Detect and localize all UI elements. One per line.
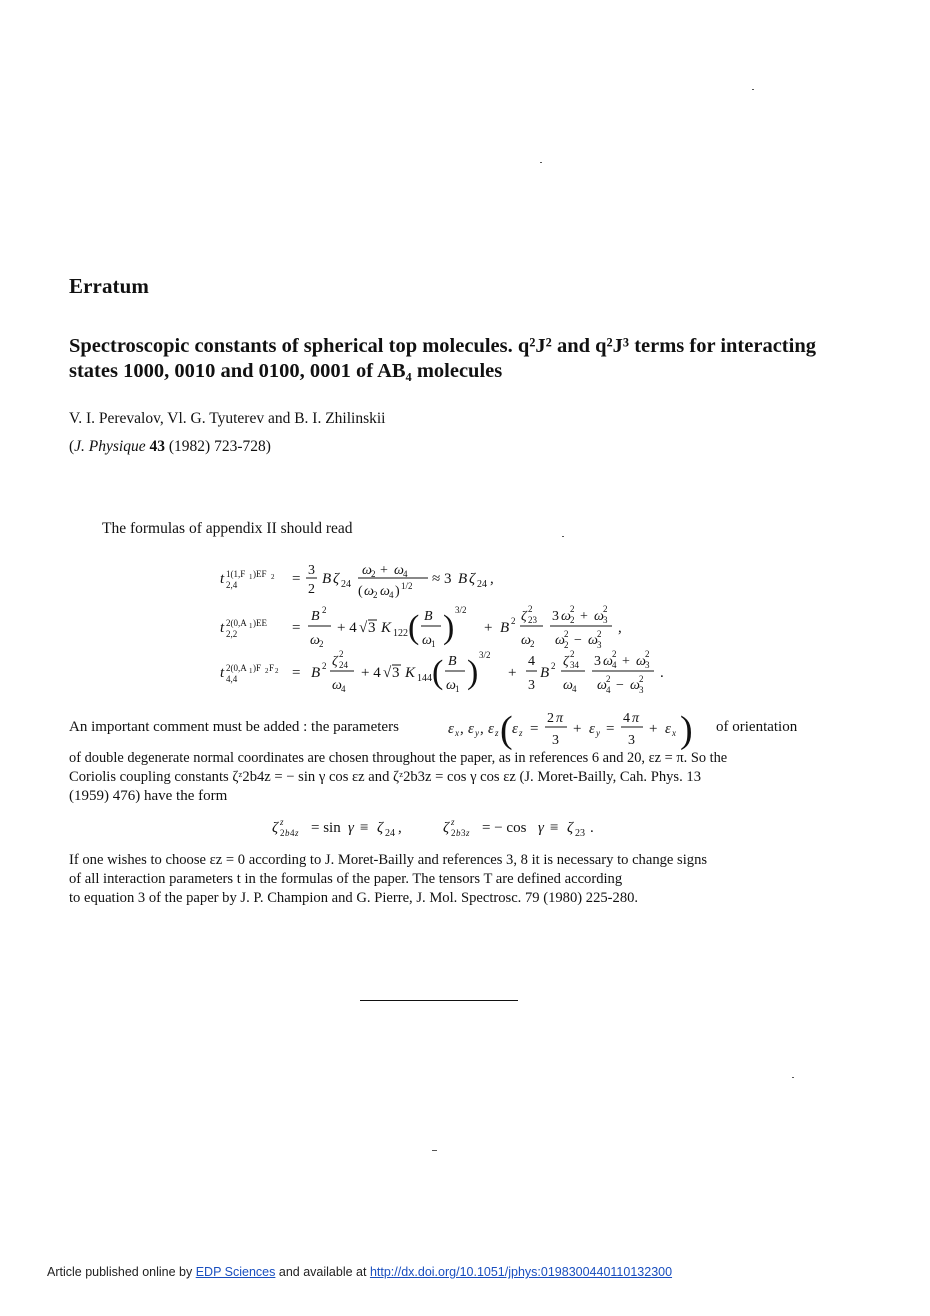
svg-text:ω: ω bbox=[394, 563, 404, 578]
svg-text:1(1,F: 1(1,F bbox=[226, 569, 246, 579]
svg-text:122: 122 bbox=[393, 628, 408, 639]
svg-text:4: 4 bbox=[290, 828, 295, 838]
svg-text:(: ( bbox=[500, 709, 513, 751]
svg-text:2: 2 bbox=[322, 661, 327, 671]
svg-text:2: 2 bbox=[570, 604, 575, 614]
svg-text:=: = bbox=[292, 571, 301, 587]
svg-text:+: + bbox=[573, 721, 582, 737]
svg-text:24: 24 bbox=[341, 579, 351, 590]
svg-text:= − cos: = − cos bbox=[482, 820, 527, 836]
svg-text:1: 1 bbox=[431, 639, 436, 649]
svg-text:4: 4 bbox=[606, 685, 611, 695]
svg-text:144: 144 bbox=[417, 673, 432, 684]
svg-text:)EE: )EE bbox=[253, 618, 267, 628]
svg-text:3: 3 bbox=[597, 640, 602, 650]
svg-text:ω: ω bbox=[364, 584, 374, 599]
svg-text:B: B bbox=[424, 609, 433, 624]
svg-text:ε: ε bbox=[512, 721, 518, 737]
svg-text:2: 2 bbox=[271, 573, 275, 581]
svg-text:z: z bbox=[451, 817, 455, 827]
svg-text:ε: ε bbox=[468, 721, 474, 737]
scan-speck bbox=[540, 162, 542, 163]
svg-text:ε: ε bbox=[488, 721, 494, 737]
svg-text:2: 2 bbox=[564, 629, 569, 639]
svg-text:z: z bbox=[519, 728, 523, 738]
svg-text:B: B bbox=[458, 571, 468, 587]
svg-text:3/2: 3/2 bbox=[479, 650, 491, 660]
scan-speck bbox=[752, 89, 754, 90]
svg-text:): ) bbox=[395, 584, 400, 599]
final-para-line2: of all interaction parameters t in the formulas of the paper. The tensors T are defined according bbox=[69, 871, 623, 887]
svg-text:3: 3 bbox=[639, 685, 644, 695]
svg-text:ω: ω bbox=[422, 633, 432, 648]
svg-text:1: 1 bbox=[249, 622, 253, 630]
svg-text:4: 4 bbox=[623, 711, 630, 726]
svg-text:√: √ bbox=[383, 665, 392, 681]
svg-text:F: F bbox=[269, 663, 275, 673]
svg-text:)EF: )EF bbox=[253, 569, 267, 579]
svg-text:,: , bbox=[460, 721, 464, 737]
equation-block bbox=[218, 560, 738, 700]
authors: V. I. Perevalov, Vl. G. Tyuterev and B. I. Zhilinskii bbox=[69, 410, 386, 427]
svg-text:ζ: ζ bbox=[377, 820, 384, 836]
scan-speck bbox=[792, 1077, 794, 1078]
svg-text:2: 2 bbox=[308, 582, 315, 597]
svg-text:2: 2 bbox=[371, 569, 376, 579]
scan-speck bbox=[562, 536, 564, 537]
svg-text:): ) bbox=[680, 709, 693, 751]
svg-text:+: + bbox=[649, 721, 658, 737]
svg-text:B: B bbox=[311, 609, 320, 624]
svg-text:3: 3 bbox=[594, 654, 601, 669]
svg-text:+ 4: + 4 bbox=[361, 665, 381, 681]
svg-text:3: 3 bbox=[528, 678, 535, 693]
svg-text:γ: γ bbox=[538, 820, 544, 836]
svg-text:3: 3 bbox=[552, 733, 559, 748]
intro-text: The formulas of appendix II should read bbox=[102, 520, 353, 537]
svg-text:2: 2 bbox=[322, 605, 327, 615]
publisher-link[interactable]: EDP Sciences bbox=[195, 1265, 276, 1279]
svg-text:4: 4 bbox=[528, 654, 535, 669]
svg-text:3: 3 bbox=[628, 733, 635, 748]
svg-text:ε: ε bbox=[665, 721, 671, 737]
svg-text:2: 2 bbox=[612, 649, 617, 659]
svg-text:2,2: 2,2 bbox=[226, 629, 238, 639]
svg-text:2: 2 bbox=[547, 711, 554, 726]
svg-text:ζ: ζ bbox=[469, 571, 476, 587]
scan-speck bbox=[432, 1150, 437, 1151]
comment-line1-start: An important comment must be added : the parameters bbox=[69, 719, 399, 735]
svg-text:2: 2 bbox=[645, 649, 650, 659]
svg-text:≈ 3: ≈ 3 bbox=[432, 571, 452, 587]
svg-text:K: K bbox=[405, 665, 416, 681]
equation-t44 bbox=[220, 649, 664, 695]
svg-text:2,4: 2,4 bbox=[226, 580, 238, 590]
svg-text:(: ( bbox=[432, 654, 444, 691]
svg-text:2: 2 bbox=[339, 649, 344, 659]
section-heading: Erratum bbox=[69, 274, 150, 298]
svg-text:ω: ω bbox=[588, 633, 598, 648]
footer-middle: and available at bbox=[278, 1265, 367, 1279]
svg-text:ζ: ζ bbox=[521, 609, 527, 624]
comment-line3: Coriolis coupling constants ζᶻ2b4z = − sin γ cos εz and ζᶻ2b3z = cos γ cos εz (J. Moret-Bailly, Cah. Phys. 13 bbox=[69, 769, 701, 785]
svg-text:2(0,A: 2(0,A bbox=[226, 663, 247, 673]
zeta-formula bbox=[270, 812, 630, 842]
svg-text:2: 2 bbox=[511, 616, 516, 626]
svg-text:b: b bbox=[456, 828, 461, 838]
svg-text:3: 3 bbox=[368, 620, 376, 636]
svg-text:2(0,A: 2(0,A bbox=[226, 618, 247, 628]
citation-volume: 43 bbox=[149, 438, 165, 455]
svg-text:√: √ bbox=[359, 620, 368, 636]
svg-text:t: t bbox=[220, 620, 225, 636]
svg-text:B: B bbox=[311, 665, 321, 681]
svg-text:24: 24 bbox=[385, 828, 395, 839]
svg-text:2: 2 bbox=[528, 604, 533, 614]
svg-text:x: x bbox=[455, 728, 459, 738]
svg-text:ω: ω bbox=[594, 609, 604, 624]
citation-journal: J. Physique bbox=[74, 438, 146, 455]
svg-text:3: 3 bbox=[552, 609, 559, 624]
svg-text:(: ( bbox=[408, 609, 420, 646]
final-para-line1: If one wishes to choose εz = 0 according to J. Moret-Bailly and references 3, 8 it is necessary to change signs bbox=[69, 852, 708, 868]
svg-text:): ) bbox=[467, 654, 479, 691]
svg-text:): ) bbox=[443, 609, 455, 646]
svg-text:3: 3 bbox=[392, 665, 400, 681]
svg-text:K: K bbox=[381, 620, 392, 636]
svg-text:ζ: ζ bbox=[272, 820, 279, 836]
svg-text:ζ: ζ bbox=[332, 654, 338, 669]
svg-text:t: t bbox=[220, 665, 225, 681]
svg-text:ζ: ζ bbox=[333, 571, 340, 587]
svg-text:z: z bbox=[280, 817, 284, 827]
separator-rule bbox=[360, 1000, 518, 1001]
svg-text:z: z bbox=[295, 828, 299, 838]
svg-text:4,4: 4,4 bbox=[226, 674, 238, 684]
svg-text:ζ: ζ bbox=[563, 654, 569, 669]
svg-text:24: 24 bbox=[339, 660, 348, 670]
svg-text:23: 23 bbox=[575, 828, 585, 839]
doi-link[interactable]: http://dx.doi.org/10.1051/jphys:0198300440110132300 bbox=[369, 1265, 673, 1279]
svg-text:2: 2 bbox=[570, 649, 575, 659]
svg-text:ε: ε bbox=[448, 721, 454, 737]
svg-text:≡: ≡ bbox=[550, 820, 559, 836]
svg-text:z: z bbox=[466, 828, 470, 838]
svg-text:1: 1 bbox=[455, 684, 460, 694]
svg-text:4: 4 bbox=[403, 569, 408, 579]
svg-text:2: 2 bbox=[373, 590, 378, 600]
svg-text:2: 2 bbox=[319, 639, 324, 649]
svg-text:x: x bbox=[672, 728, 676, 738]
svg-text:−: − bbox=[616, 678, 624, 693]
svg-text:ζ: ζ bbox=[443, 820, 450, 836]
svg-text:=: = bbox=[292, 620, 301, 636]
footer bbox=[47, 1265, 672, 1279]
footer-prefix: Article published online by bbox=[47, 1265, 193, 1279]
svg-text:4: 4 bbox=[389, 590, 394, 600]
comment-line4: (1959) 476) have the form bbox=[69, 788, 228, 804]
svg-text:2: 2 bbox=[530, 639, 535, 649]
svg-text:B: B bbox=[322, 571, 332, 587]
svg-text:ω: ω bbox=[630, 678, 640, 693]
svg-text:=: = bbox=[292, 665, 301, 681]
svg-text:ζ: ζ bbox=[567, 820, 574, 836]
svg-text:ω: ω bbox=[521, 633, 531, 648]
orientation-params-formula bbox=[446, 704, 726, 754]
svg-text:≡: ≡ bbox=[360, 820, 369, 836]
svg-text:B: B bbox=[540, 665, 550, 681]
equation-t22 bbox=[220, 604, 622, 650]
svg-text:b: b bbox=[285, 828, 290, 838]
citation-rest: (1982) 723-728) bbox=[168, 438, 271, 455]
final-para-line3: to equation 3 of the paper by J. P. Champion and G. Pierre, J. Mol. Spectrosc. 79 (1980) 225-280. bbox=[69, 890, 639, 906]
svg-text:2: 2 bbox=[275, 667, 279, 675]
svg-text:2: 2 bbox=[265, 667, 269, 675]
svg-text:2: 2 bbox=[280, 828, 285, 838]
svg-text:+: + bbox=[580, 609, 588, 624]
paper-title: Spectroscopic constants of spherical top molecules. q²J² and q²J³ terms for interacting states 1000, 0010 and 0100, 0001 of AB₄ molecules bbox=[69, 335, 816, 382]
svg-text:1: 1 bbox=[249, 573, 253, 581]
svg-text:ω: ω bbox=[555, 633, 565, 648]
svg-text:1/2: 1/2 bbox=[401, 581, 413, 591]
svg-text:2: 2 bbox=[639, 674, 644, 684]
svg-text:+: + bbox=[508, 665, 517, 681]
svg-text:z: z bbox=[495, 728, 499, 738]
svg-text:.: . bbox=[660, 665, 664, 681]
svg-text:B: B bbox=[448, 654, 457, 669]
svg-text:4: 4 bbox=[341, 684, 346, 694]
svg-text:3/2: 3/2 bbox=[455, 605, 467, 615]
svg-text:γ: γ bbox=[348, 820, 354, 836]
svg-text:2: 2 bbox=[606, 674, 611, 684]
svg-text:,: , bbox=[490, 571, 494, 587]
svg-text:3: 3 bbox=[461, 828, 466, 838]
svg-text:3: 3 bbox=[308, 563, 315, 578]
svg-text:ω: ω bbox=[332, 678, 342, 693]
svg-text:ω: ω bbox=[446, 678, 456, 693]
svg-text:ε: ε bbox=[589, 721, 595, 737]
svg-text:2: 2 bbox=[564, 640, 569, 650]
svg-text:−: − bbox=[574, 633, 582, 648]
svg-text:y: y bbox=[596, 728, 600, 738]
equation-t24 bbox=[220, 563, 494, 600]
svg-text:ω: ω bbox=[563, 678, 573, 693]
svg-text:24: 24 bbox=[477, 579, 487, 590]
svg-text:,: , bbox=[398, 820, 402, 836]
svg-text:π: π bbox=[556, 711, 564, 726]
svg-text:ω: ω bbox=[561, 609, 571, 624]
svg-text:t: t bbox=[220, 571, 225, 587]
svg-text:2: 2 bbox=[597, 629, 602, 639]
svg-text:4: 4 bbox=[612, 660, 617, 670]
svg-text:ω: ω bbox=[362, 563, 372, 578]
svg-text:2: 2 bbox=[451, 828, 456, 838]
svg-text:2: 2 bbox=[551, 661, 556, 671]
svg-text:2: 2 bbox=[603, 604, 608, 614]
svg-text:,: , bbox=[618, 620, 622, 636]
comment-line1-end: of orientation bbox=[716, 719, 798, 735]
svg-text:4: 4 bbox=[572, 684, 577, 694]
comment-line2: of double degenerate normal coordinates are chosen throughout the paper, as in references 6 and 20, εz = π. So the bbox=[69, 750, 728, 766]
svg-text:B: B bbox=[500, 620, 510, 636]
svg-text:3: 3 bbox=[603, 615, 608, 625]
svg-text:,: , bbox=[480, 721, 484, 737]
svg-text:y: y bbox=[475, 728, 479, 738]
svg-text:.: . bbox=[590, 820, 594, 836]
svg-text:ω: ω bbox=[603, 654, 613, 669]
svg-text:π: π bbox=[632, 711, 640, 726]
svg-text:=: = bbox=[606, 721, 615, 737]
svg-text:+: + bbox=[380, 563, 388, 578]
svg-text:ω: ω bbox=[636, 654, 646, 669]
svg-text:23: 23 bbox=[528, 615, 537, 625]
svg-text:)F: )F bbox=[253, 663, 262, 673]
svg-text:3: 3 bbox=[645, 660, 650, 670]
svg-text:+: + bbox=[622, 654, 630, 669]
svg-text:=: = bbox=[530, 721, 539, 737]
svg-text:(: ( bbox=[358, 584, 363, 599]
svg-text:= sin: = sin bbox=[311, 820, 341, 836]
svg-text:ω: ω bbox=[380, 584, 390, 599]
svg-text:+: + bbox=[484, 620, 493, 636]
svg-text:+ 4: + 4 bbox=[337, 620, 357, 636]
citation: (J. Physique 43 (1982) 723-728) bbox=[69, 438, 271, 455]
svg-text:34: 34 bbox=[570, 660, 579, 670]
svg-text:2: 2 bbox=[570, 615, 575, 625]
svg-text:ω: ω bbox=[310, 633, 320, 648]
svg-text:1: 1 bbox=[249, 667, 253, 675]
svg-text:ω: ω bbox=[597, 678, 607, 693]
